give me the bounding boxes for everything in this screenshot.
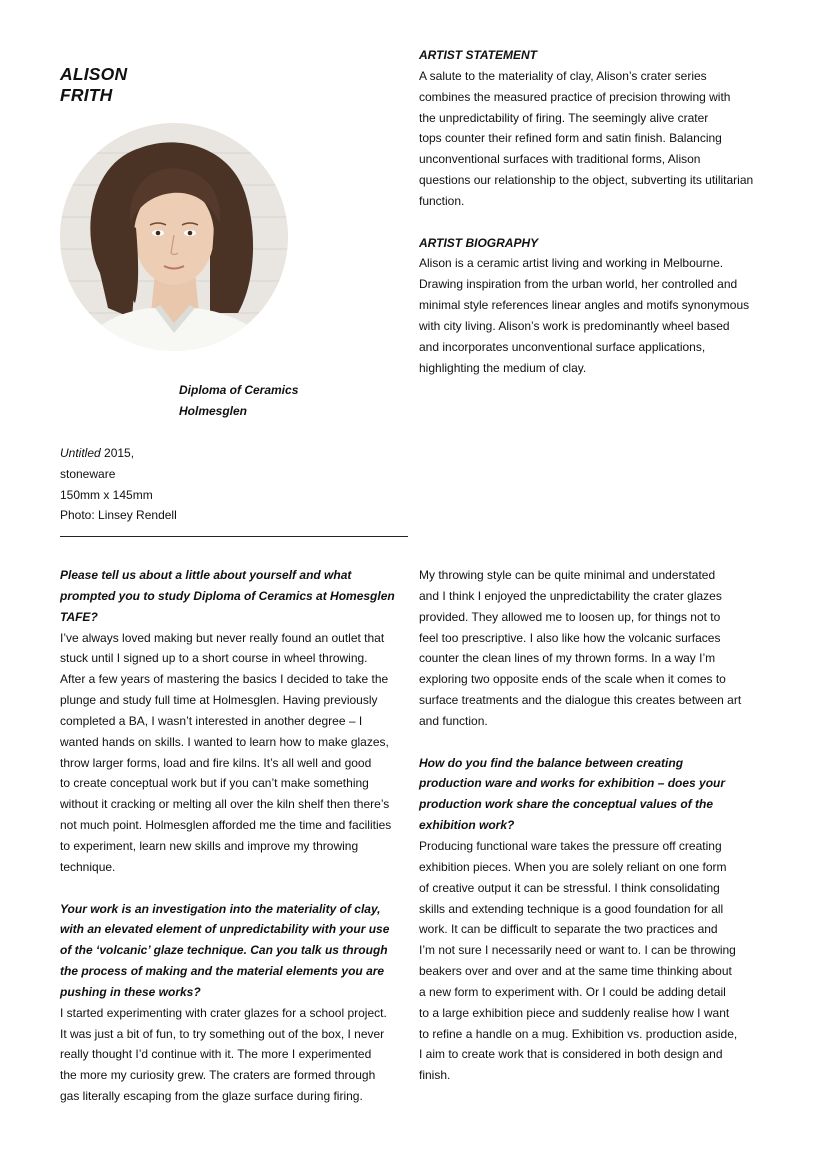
question-2 — [60, 899, 395, 1003]
statement-line: tops counter their refined form and satin finish. Balancing — [419, 131, 722, 146]
biography-line: Drawing inspiration from the urban world, her controlled and — [419, 277, 738, 292]
artist-name — [60, 64, 127, 106]
biography-line: Alison is a ceramic artist living and working in Melbourne. — [419, 256, 724, 271]
answer-line: a new form to experiment with. Or I could be adding detail — [419, 984, 726, 999]
answer-line: provided. They allowed me to loosen up, for things not to — [419, 609, 721, 624]
biography-line: and incorporates unconventional surface applications, — [419, 339, 706, 354]
statement-line: questions our relationship to the object, subverting its utilitarian — [419, 173, 754, 188]
photo-credit: Photo: Linsey Rendell — [60, 508, 177, 523]
biography-line: with city living. Alison’s work is predominantly wheel based — [419, 318, 730, 333]
answer-2-continued — [419, 565, 741, 732]
interview-right-column — [419, 565, 741, 1086]
question-line: of the ‘volcanic’ glaze technique. Can you talk us through — [60, 943, 388, 958]
answer-line: I’m not sure I necessarily need or want to. I can be throwing — [419, 943, 736, 958]
artist-first-name: ALISON — [60, 64, 128, 84]
artwork-caption — [60, 443, 177, 526]
question-3 — [419, 753, 741, 836]
statement-heading: ARTIST STATEMENT — [419, 48, 537, 62]
answer-line: to experiment, learn new skills and improve my throwing — [60, 838, 359, 853]
answer-line: Producing functional ware takes the pressure off creating — [419, 838, 722, 853]
answer-line: completed a BA, I wasn’t interested in another degree – I — [60, 713, 363, 728]
question-line: with an elevated element of unpredictability with your use — [60, 922, 390, 937]
artwork-year: 2015, — [100, 446, 135, 460]
answer-3 — [419, 836, 741, 1086]
answer-line: exhibition pieces. When you are solely reliant on one form — [419, 859, 727, 874]
answer-line: I aim to create work that is considered in both design and — [419, 1047, 723, 1062]
artist-portrait — [60, 123, 288, 351]
answer-line: counter the clean lines of my thrown forms. In a way I’m — [419, 651, 716, 666]
artist-last-name: FRITH — [60, 85, 113, 105]
course-name: Diploma of Ceramics — [179, 383, 299, 397]
statement-line: A salute to the materiality of clay, Alison’s crater series — [419, 68, 707, 83]
answer-line: My throwing style can be quite minimal and understated — [419, 568, 716, 582]
question-1 — [60, 565, 395, 628]
answer-line: to refine a handle on a mug. Exhibition vs. production aside, — [419, 1026, 738, 1041]
answer-line: surface treatments and the dialogue this creates between art — [419, 693, 742, 708]
artwork-title-line — [60, 443, 177, 464]
answer-line: exploring two opposite ends of the scale when it comes to — [419, 672, 726, 687]
question-line: production ware and works for exhibition – does your — [419, 776, 726, 791]
question-line: exhibition work? — [419, 818, 515, 833]
question-line: Please tell us about a little about yourself and what — [60, 568, 352, 582]
question-line: pushing in these works? — [60, 984, 201, 999]
answer-line: feel too prescriptive. I also like how the volcanic surfaces — [419, 630, 721, 645]
answer-line: After a few years of mastering the basics I decided to take the — [60, 672, 389, 687]
section-divider — [60, 536, 408, 537]
answer-line: beakers over and over and at the same time thinking about — [419, 964, 732, 979]
biography-line: minimal style references linear angles and motifs synonymous — [419, 298, 750, 313]
question-line: prompted you to study Diploma of Ceramics at Homesglen — [60, 588, 395, 603]
answer-line: stuck until I signed up to a short course in wheel throwing. — [60, 651, 368, 666]
course-info — [179, 380, 298, 421]
answer-1 — [60, 628, 395, 878]
answer-line: and I think I enjoyed the unpredictability the crater glazes — [419, 588, 722, 603]
statement-line: the unpredictability of firing. The seemingly alive crater — [419, 110, 709, 125]
answer-line: the more my curiosity grew. The craters are formed through — [60, 1068, 376, 1083]
answer-2 — [60, 1003, 395, 1107]
answer-line: not much point. Holmesglen afforded me the time and facilities — [60, 818, 392, 833]
institution-name: Holmesglen — [179, 403, 248, 418]
answer-line: gas literally escaping from the glaze surface during firing. — [60, 1089, 363, 1104]
answer-line: plunge and study full time at Holmesglen. Having previously — [60, 693, 378, 708]
statement-body — [419, 66, 753, 212]
answer-line: without it cracking or melting all over the kiln shelf then there’s — [60, 797, 390, 812]
biography-heading: ARTIST BIOGRAPHY — [419, 235, 539, 250]
answer-line: I’ve always loved making but never really found an outlet that — [60, 630, 385, 645]
answer-line: It was just a bit of fun, to try something out of the box, I never — [60, 1026, 385, 1041]
question-line: production work share the conceptual values of the — [419, 797, 714, 812]
statement-column — [419, 45, 753, 379]
question-line: the process of making and the material elements you are — [60, 964, 385, 979]
question-line: How do you find the balance between creating — [419, 755, 684, 770]
question-line: Your work is an investigation into the materiality of clay, — [60, 901, 381, 916]
answer-line: and function. — [419, 713, 488, 728]
artwork-material: stoneware — [60, 466, 116, 481]
answer-line: throw larger forms, load and fire kilns. It’s all well and good — [60, 755, 372, 770]
statement-line: function. — [419, 193, 465, 208]
question-line: TAFE? — [60, 609, 98, 624]
biography-line: highlighting the medium of clay. — [419, 360, 587, 375]
answer-line: to create conceptual work but if you can’t make something — [60, 776, 369, 791]
artwork-dimensions: 150mm x 145mm — [60, 487, 153, 502]
answer-line: technique. — [60, 859, 116, 874]
interview-left-column — [60, 565, 395, 1107]
answer-line: to a large exhibition piece and suddenly realise how I want — [419, 1005, 730, 1020]
statement-line: combines the measured practice of precision throwing with — [419, 89, 731, 104]
answer-line: work. It can be difficult to separate the two practices and — [419, 922, 718, 937]
biography-body — [419, 253, 753, 378]
answer-line: wanted hands on skills. I wanted to learn how to make glazes, — [60, 734, 389, 749]
answer-line: I started experimenting with crater glazes for a school project. — [60, 1005, 387, 1020]
answer-line: of creative output it can be stressful. I think consolidating — [419, 880, 720, 895]
artwork-title: Untitled — [60, 446, 101, 460]
answer-line: really thought I’d continue with it. The more I experimented — [60, 1047, 372, 1062]
answer-line: skills and extending technique is a good foundation for all — [419, 901, 724, 916]
answer-line: finish. — [419, 1068, 451, 1083]
statement-line: unconventional surfaces with traditional forms, Alison — [419, 152, 701, 167]
